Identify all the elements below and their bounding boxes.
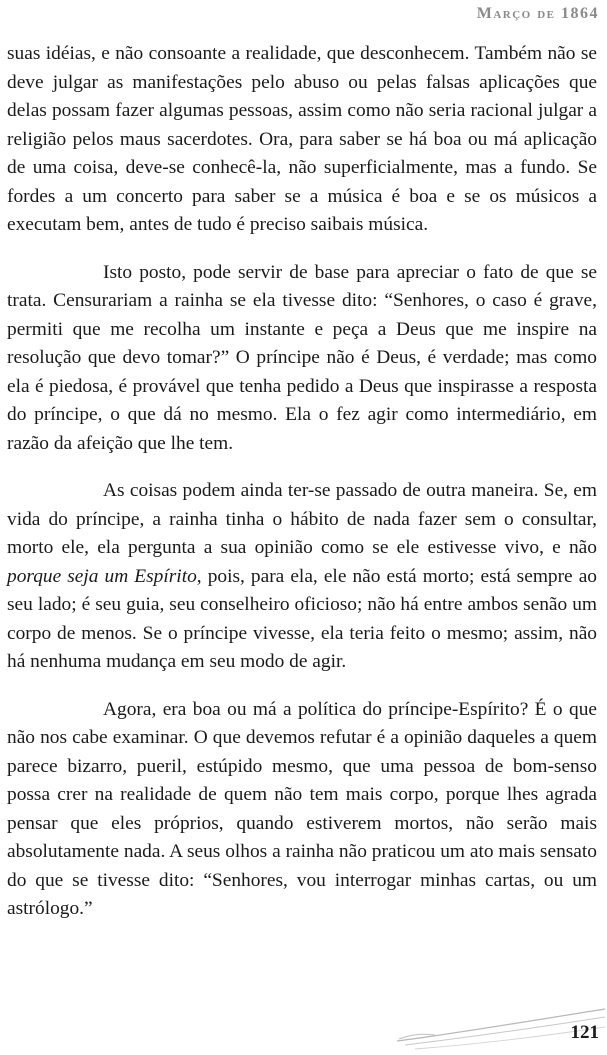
paragraph-3 <box>7 477 597 677</box>
paragraph-3-text-before: As coisas podem ainda ter-se passado de outra maneira. Se, em vida do príncipe, a rainha tinha o hábito de nada fazer sem o consultar, morto ele, ela pergunta a sua opinião como se ele estivesse vivo, e não <box>7 480 597 558</box>
paragraph-4: Agora, era boa ou má a política do príncipe-Espírito? É o que não nos cabe examinar. O que devemos refutar é a opinião daqueles a quem parece bizarro, pueril, estúpido mesmo, que uma pessoa de bom-senso possa crer na realidade de quem não tem mais corpo, porque lhes agrada pensar que eles próprios, quando estiverem mortos, não serão mais absolutamente nada. A seus olhos a rainha não praticou um ato mais sensato do que se tivesse dito: “Senhores, vou interrogar minhas cartas, ou um astrólogo.” <box>7 698 597 919</box>
body-text <box>7 40 597 943</box>
running-header: Março de 1864 <box>476 5 599 22</box>
paragraph-1: suas idéias, e não consoante a realidade, que desconhecem. Também não se deve julgar as manifestações pelo abuso ou pelas falsas aplicações que delas possam fazer algumas pessoas, assim como não seria racional julgar a religião pelos maus sacerdotes. Ora, para saber se há boa ou má aplicação de uma coisa, deve-se conhecê-la, não superficialmente, mas a fundo. Se fordes a um concerto para saber se a música é boa e se os músicos a executam bem, antes de tudo é preciso saibais música. <box>7 43 597 235</box>
paragraph-2: Isto posto, pode servir de base para apreciar o fato de que se trata. Censurariam a rainha se ela tivesse dito: “Senhores, o caso é grave, permiti que me recolha um instante e peça a Deus que me inspire na resolução que devo tomar?” O príncipe não é Deus, é verdade; mas como ela é piedosa, é provável que tenha pedido a Deus que inspirasse a resposta do príncipe, o que dá no mesmo. Ela o fez agir como intermediário, em razão da afeição que lhe tem. <box>7 261 597 454</box>
page-number: 121 <box>570 1022 599 1043</box>
paragraph-3-text-after: , pois, para ela, ele não está morto; está sempre ao seu lado; é seu guia, seu conselheiro oficioso; não há entre ambos senão um corpo de menos. Se o príncipe vivesse, ela teria feito o mesmo; assim, não há nenhuma mudança em seu modo de agir. <box>7 565 598 672</box>
paragraph-3-emphasis: porque seja um Espírito <box>7 565 197 587</box>
